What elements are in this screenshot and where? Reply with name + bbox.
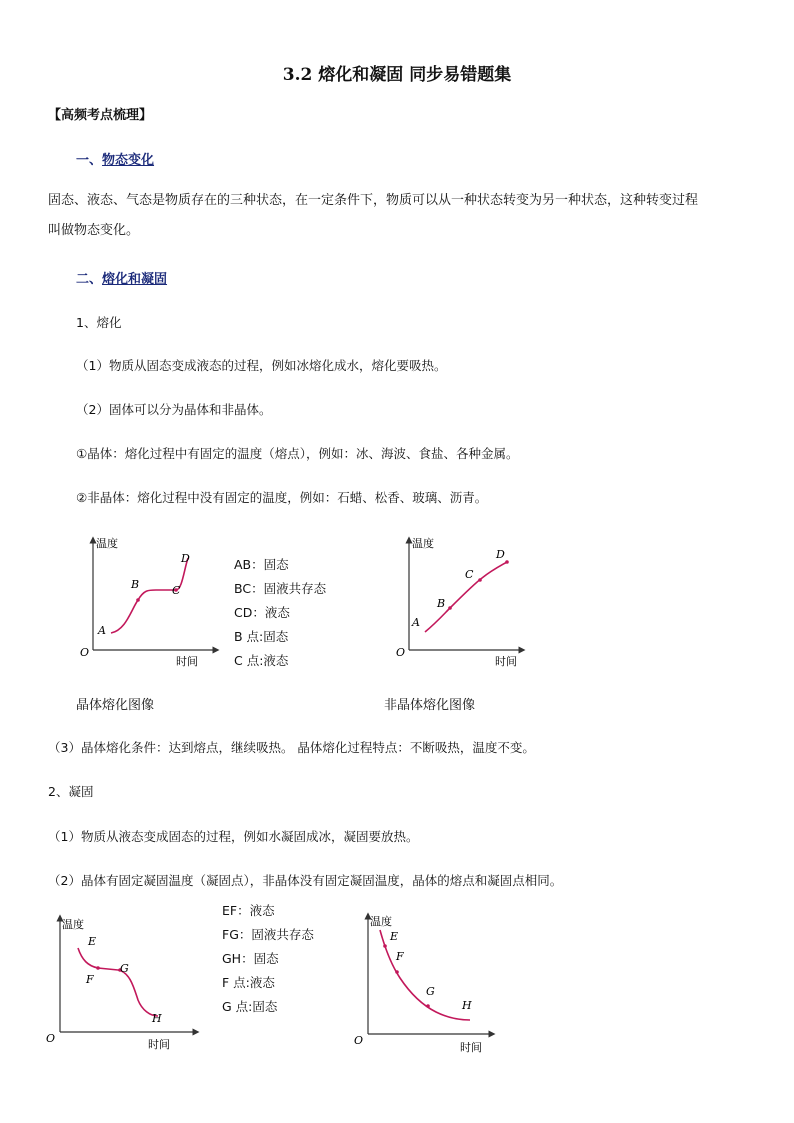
heading-melting-solidifying <box>76 268 167 287</box>
state-item: CD：液态 <box>234 605 290 620</box>
crystal-solidifying-graph <box>46 908 206 1058</box>
point-label-h: H <box>462 999 472 1012</box>
heading-number: 一、 <box>76 153 103 168</box>
amorphous-solidifying-graph <box>352 906 502 1058</box>
x-axis-label: 时间 <box>460 1041 482 1054</box>
point-label-b: B <box>437 597 446 610</box>
y-axis-label: 温度 <box>412 537 434 550</box>
state-item: GH：固态 <box>222 951 279 966</box>
state-item: G 点:固态 <box>222 999 278 1014</box>
point-marker <box>136 598 140 602</box>
paragraph-line: 固态、液态、气态是物质存在的三种状态，在一定条件下，物质可以从一种状态转变为另一种状态，这种转变过程 <box>48 193 699 208</box>
heading-number: 二、 <box>76 272 103 287</box>
state-item: EF：液态 <box>222 903 275 918</box>
point-label-a: A <box>412 616 420 629</box>
crystal-melting-graph <box>76 530 226 670</box>
graph-caption: 晶体熔化图像 <box>76 698 155 713</box>
point-label-f: F <box>396 950 404 963</box>
graph-caption: 非晶体熔化图像 <box>384 698 476 713</box>
point-label-a: A <box>98 624 106 637</box>
state-item: B 点:固态 <box>234 629 289 644</box>
origin-label: O <box>80 646 90 659</box>
point-label-b: B <box>131 578 140 591</box>
point-label-c: C <box>465 568 474 581</box>
point-marker <box>395 970 399 974</box>
amorphous-melting-graph <box>392 530 532 670</box>
state-item: FG：固液共存态 <box>222 927 314 942</box>
y-axis-label: 温度 <box>62 918 84 931</box>
state-item: C 点:液态 <box>234 653 289 668</box>
state-item: F 点:液态 <box>222 975 275 990</box>
x-axis-label: 时间 <box>148 1038 170 1051</box>
section-label: 【高频考点梳理】 <box>48 108 153 123</box>
solidifying-curve <box>380 930 470 1020</box>
paragraph: （1）物质从液态变成固态的过程，例如水凝固成冰，凝固要放热。 <box>48 829 419 844</box>
solidifying-state-list <box>222 899 314 1014</box>
heading-text: 熔化和凝固 <box>102 272 168 287</box>
paragraph: （3）晶体熔化条件：达到熔点，继续吸热。 晶体熔化过程特点：不断吸热，温度不变。 <box>48 740 535 755</box>
point-marker <box>96 966 100 970</box>
state-item: BC：固液共存态 <box>234 581 327 596</box>
paragraph: ①晶体：熔化过程中有固定的温度（熔点），例如：冰、海波、食盐、各种金属。 <box>76 446 519 461</box>
point-label-d: D <box>181 552 190 565</box>
subheading-melting: 1、熔化 <box>76 315 122 330</box>
point-marker <box>505 560 509 564</box>
point-marker <box>383 944 387 948</box>
melting-state-list <box>234 553 327 668</box>
point-label-g: G <box>120 962 129 975</box>
origin-label: O <box>354 1034 364 1047</box>
paragraph: （2）晶体有固定凝固温度（凝固点），非晶体没有固定凝固温度，晶体的熔点和凝固点相同。 <box>48 873 563 888</box>
state-item: AB：固态 <box>234 557 289 572</box>
origin-label: O <box>46 1032 56 1045</box>
point-label-h: H <box>152 1012 162 1025</box>
point-marker <box>426 1004 430 1008</box>
y-axis-label: 温度 <box>370 915 392 928</box>
heading-state-change <box>76 149 154 168</box>
heading-text: 物态变化 <box>102 153 155 168</box>
origin-label: O <box>396 646 406 659</box>
subheading-solidifying: 2、凝固 <box>48 784 94 799</box>
paragraph: ②非晶体：熔化过程中没有固定的温度，例如：石蜡、松香、玻璃、沥青。 <box>76 490 488 505</box>
y-axis-label: 温度 <box>96 537 118 550</box>
page-title: 3.2 熔化和凝固 同步易错题集 <box>282 65 512 85</box>
x-axis-label: 时间 <box>495 655 517 668</box>
point-label-e: E <box>390 930 399 943</box>
point-label-e: E <box>88 935 97 948</box>
point-label-f: F <box>86 973 94 986</box>
paragraph: （1）物质从固态变成液态的过程，例如冰熔化成水，熔化要吸热。 <box>76 358 447 373</box>
point-marker <box>448 606 452 610</box>
paragraph-line: 叫做物态变化。 <box>48 223 140 238</box>
point-label-c: C <box>172 584 181 597</box>
point-label-d: D <box>496 548 505 561</box>
point-label-g: G <box>426 985 435 998</box>
x-axis-label: 时间 <box>176 655 198 668</box>
paragraph: （2）固体可以分为晶体和非晶体。 <box>76 402 272 417</box>
point-marker <box>478 578 482 582</box>
